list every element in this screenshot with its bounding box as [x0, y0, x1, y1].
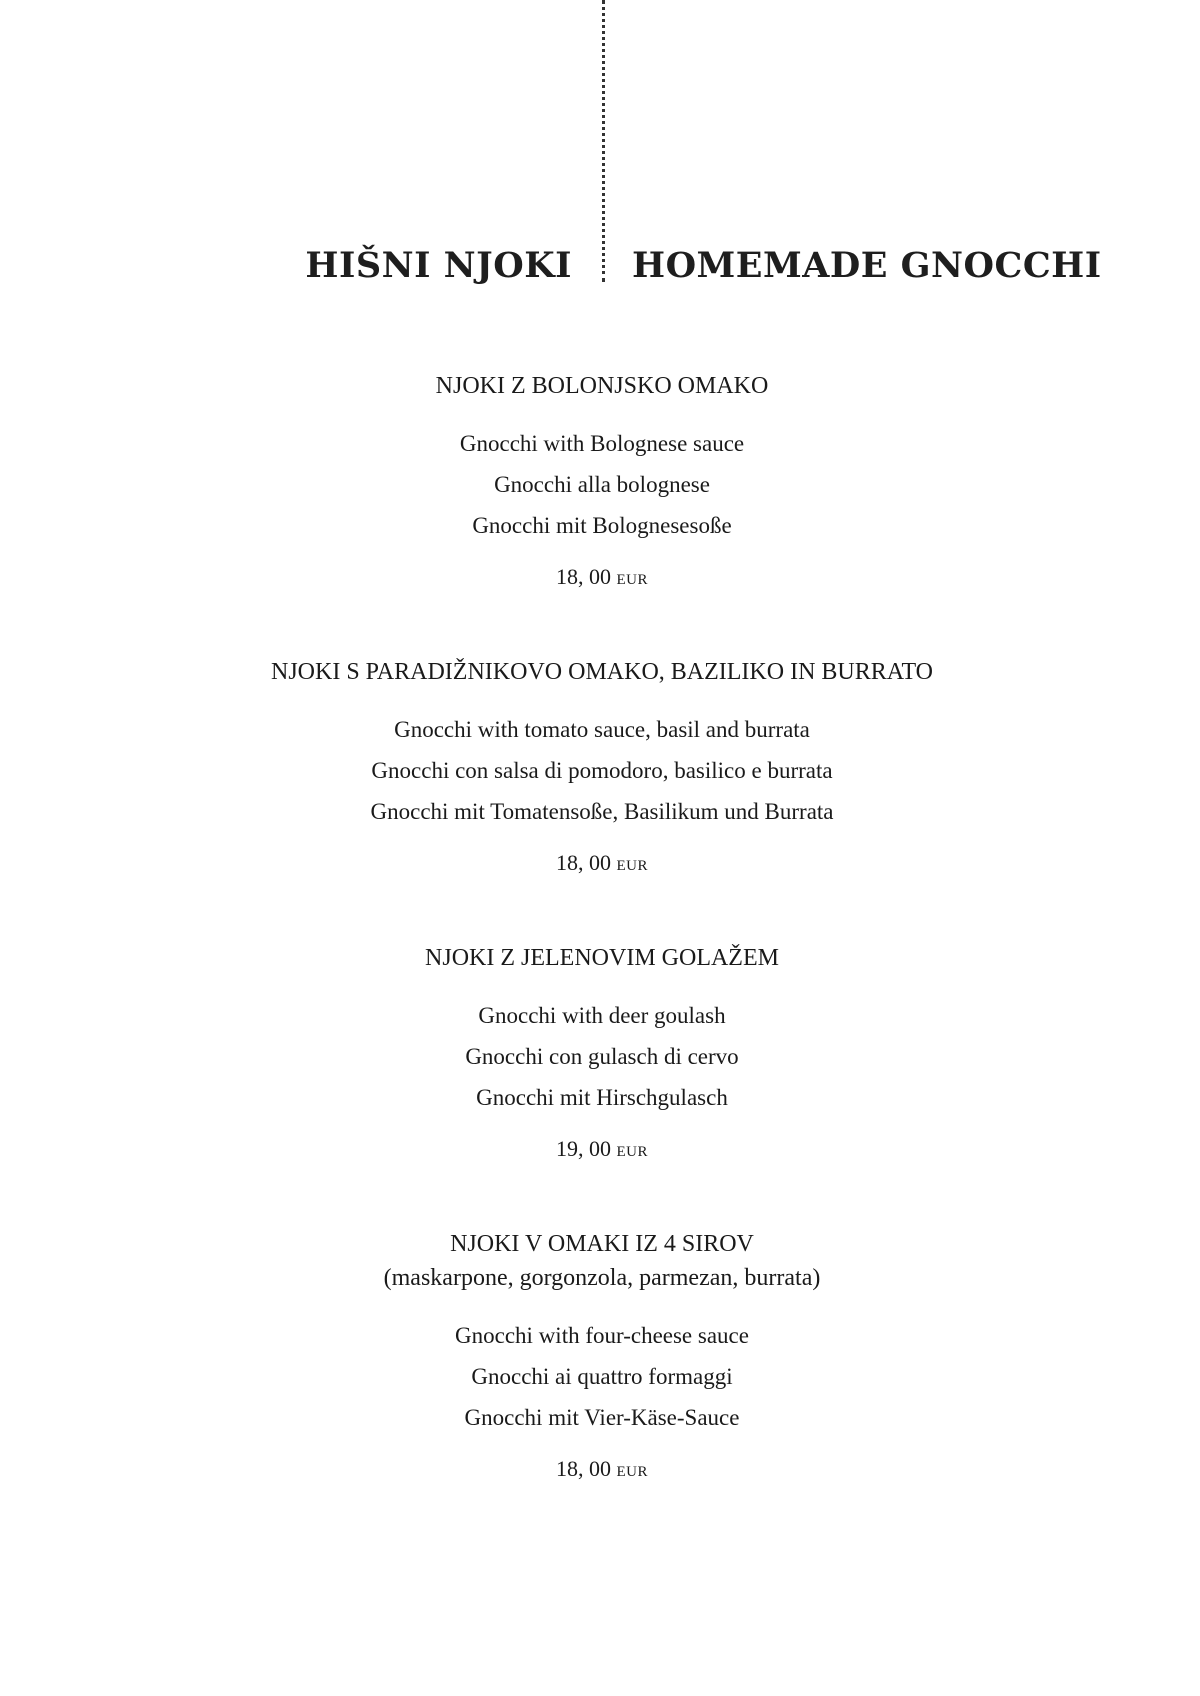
- translation-german: Gnocchi mit Hirschgulasch: [476, 1085, 728, 1110]
- translation-italian: Gnocchi con gulasch di cervo: [465, 1044, 739, 1069]
- page-title-slovenian: HIŠNI NJOKI: [305, 245, 572, 286]
- menu-item: [0, 1229, 1200, 1487]
- menu-item: [0, 657, 1200, 881]
- price-currency: EUR: [616, 1464, 648, 1480]
- menu-item: [0, 371, 1200, 595]
- dish-name: NJOKI Z BOLONJSKO OMAKO: [435, 373, 769, 399]
- translation-english: Gnocchi with tomato sauce, basil and burrata: [394, 717, 810, 742]
- translation-english: Gnocchi with deer goulash: [478, 1003, 726, 1028]
- dotted-divider: [602, 0, 605, 282]
- dish-translations: [0, 709, 1200, 832]
- price-value: 18, 00: [556, 564, 611, 589]
- page-title-english: HOMEMADE GNOCCHI: [632, 245, 1102, 286]
- dish-name: NJOKI Z JELENOVIM GOLAŽEM: [425, 945, 779, 971]
- price-currency: EUR: [616, 572, 648, 588]
- dish-name: NJOKI V OMAKI IZ 4 SIROV: [450, 1231, 754, 1257]
- dish-translations: [0, 995, 1200, 1118]
- price-currency: EUR: [616, 858, 648, 874]
- dish-ingredients-note: (maskarpone, gorgonzola, parmezan, burrata): [383, 1265, 821, 1291]
- price-value: 19, 00: [556, 1136, 611, 1161]
- menu-item: [0, 943, 1200, 1167]
- price-currency: EUR: [616, 1144, 648, 1160]
- dish-translations: [0, 1315, 1200, 1438]
- price-value: 18, 00: [556, 850, 611, 875]
- translation-german: Gnocchi mit Vier-Käse-Sauce: [464, 1405, 740, 1430]
- dish-translations: [0, 423, 1200, 546]
- translation-english: Gnocchi with four-cheese sauce: [455, 1323, 749, 1348]
- translation-italian: Gnocchi con salsa di pomodoro, basilico e burrata: [371, 758, 833, 783]
- dish-price: [0, 1454, 1200, 1487]
- translation-german: Gnocchi mit Bolognesesoße: [472, 513, 732, 538]
- dish-price: [0, 1134, 1200, 1167]
- dish-name: NJOKI S PARADIŽNIKOVO OMAKO, BAZILIKO IN BURRATO: [270, 659, 933, 685]
- price-value: 18, 00: [556, 1456, 611, 1481]
- dish-price: [0, 848, 1200, 881]
- translation-italian: Gnocchi alla bolognese: [494, 472, 710, 497]
- dish-price: [0, 562, 1200, 595]
- translation-german: Gnocchi mit Tomatensoße, Basilikum und Burrata: [370, 799, 834, 824]
- translation-english: Gnocchi with Bolognese sauce: [459, 431, 745, 456]
- translation-italian: Gnocchi ai quattro formaggi: [471, 1364, 733, 1389]
